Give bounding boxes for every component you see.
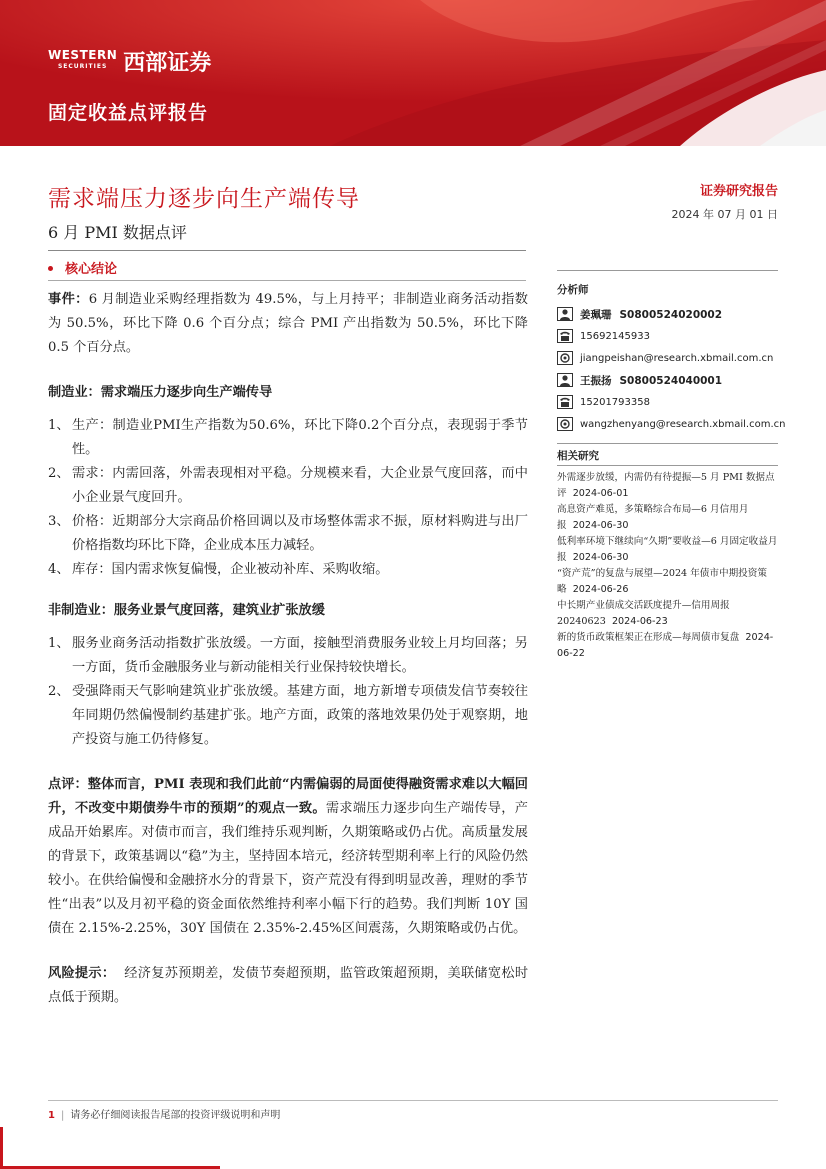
event-label: 事件：: [48, 292, 89, 307]
risk-label: 风险提示：: [48, 966, 116, 981]
item-number: 2、: [48, 684, 70, 699]
manufacturing-heading: 制造业：需求端压力逐步向生产端传导: [48, 385, 273, 400]
related-research-list: [557, 466, 778, 662]
person-icon: [557, 307, 573, 321]
list-item: [48, 462, 528, 510]
logo-en-sub: SECURITIES: [57, 63, 108, 70]
core-conclusion-heading: [48, 258, 117, 277]
analyst-phone-row: [557, 391, 778, 413]
analyst-cert: S0800524020002: [619, 308, 723, 321]
email-icon: [557, 351, 573, 365]
comment-paragraph: [48, 773, 528, 941]
related-title: 外需逐步放缓，内需仍有待提振—5 月 PMI 数据点评: [557, 472, 775, 499]
analyst-email[interactable]: jiangpeishan@research.xbmail.com.cn: [580, 352, 774, 364]
report-date: 2024 年 07 月 01 日: [671, 208, 778, 221]
analyst-cert: S0800524040001: [619, 374, 723, 387]
report-title: 需求端压力逐步向生产端传导: [48, 186, 360, 212]
item-text: 价格：近期部分大宗商品价格回调以及市场整体需求不振，原材料购进与出厂价格指数均环比下降，企业成本压力减轻。: [72, 514, 528, 553]
related-research-item[interactable]: [557, 566, 778, 598]
item-number: 4、: [48, 562, 70, 577]
related-title: 新的货币政策框架正在形成—每周债市复盘: [557, 632, 740, 643]
analyst-name-text: 姜珮珊: [580, 308, 612, 321]
event-paragraph: [48, 288, 528, 360]
report-type: 固定收益点评报告: [48, 102, 209, 124]
list-item: [48, 558, 528, 582]
item-text: 库存：国内需求恢复偏慢，企业被动补库、采购收缩。: [72, 562, 389, 577]
related-date: 2024-06-26: [572, 584, 629, 595]
logo-cn: 西部证券: [123, 50, 212, 76]
logo-en-text: WESTERN: [48, 48, 118, 62]
related-date: 2024-06-30: [572, 552, 629, 563]
related-research-heading: 相关研究: [557, 450, 599, 462]
analyst-heading: 分析师: [557, 284, 589, 296]
bullet-dot-icon: [48, 266, 53, 271]
analyst-name-row: [557, 303, 778, 325]
comment-text: 需求端压力逐步向生产端传导，产成品开始累库。对债市而言，我们维持乐观判断，久期策略或仍占优。高质量发展的背景下，政策基调以“稳”为主，坚持固本培元，经济转型期利率上行的风险仍然较小。在供给偏慢和金融挤水分的背景下，资产荒没有得到明显改善，理财的季节性“出表”以及月初平稳的资金面依然维持利率小幅下行的趋势。我们判断 10Y 国债在 2.15%-2.25%，30Y 国债在 2.35%-2.45%区间震荡，久期策略或仍占优。: [48, 801, 528, 936]
related-research-item[interactable]: [557, 630, 778, 662]
related-title: 高息资产难觅，多策略综合布局—6 月信用月报: [557, 504, 749, 531]
related-date: 2024-06-22: [557, 632, 774, 659]
analyst-name-row: [557, 369, 778, 391]
logo-en: [48, 49, 117, 73]
title-divider: [48, 250, 526, 251]
analyst-phone-row: [557, 325, 778, 347]
related-research-item[interactable]: [557, 502, 778, 534]
item-number: 2、: [48, 466, 70, 481]
person-icon: [557, 373, 573, 387]
email-icon: [557, 417, 573, 431]
related-date: 2024-06-30: [572, 520, 629, 531]
analyst-email-row: [557, 347, 778, 369]
related-title: “资产荒”的复盘与展望—2024 年债市中期投资策略: [557, 568, 767, 595]
report-category-label: 证券研究报告: [699, 184, 778, 199]
related-research-item[interactable]: [557, 470, 778, 502]
core-label: 核心结论: [65, 262, 118, 277]
phone-icon: [557, 329, 573, 343]
related-date: 2024-06-01: [572, 488, 629, 499]
item-number: 3、: [48, 514, 70, 529]
related-date: 2024-06-23: [611, 616, 668, 627]
analyst-email-row: [557, 413, 786, 435]
page-number: 1: [48, 1110, 55, 1121]
item-text: 服务业商务活动指数扩张放缓。一方面，接触型消费服务业较上月均回落；另一方面，货币金融服务业与新动能相关行业保持较快增长。: [72, 636, 528, 675]
comment-bold-text: 点评：整体而言，PMI 表现和我们此前“内需偏弱的局面使得融资需求难以大幅回升，不改变中期债券牛市的预期”的观点一致。: [48, 777, 528, 816]
analyst-name: [580, 307, 722, 322]
related-research-item[interactable]: [557, 534, 778, 566]
analyst-phone: 15201793358: [580, 396, 650, 408]
main-content: [48, 288, 528, 1010]
item-number: 1、: [48, 636, 70, 651]
footer-disclaimer: 请务必仔细阅读报告尾部的投资评级说明和声明: [70, 1110, 281, 1121]
analyst-phone: 15692145933: [580, 330, 650, 342]
list-item: [48, 510, 528, 558]
header-banner: [0, 0, 826, 146]
event-text: 6 月制造业采购经理指数为 49.5%，与上月持平；非制造业商务活动指数为 50.5%，环比下降 0.6 个百分点；综合 PMI 产出指数为 50.5%，环比下降 0.5 个百分点。: [48, 292, 528, 355]
item-number: 1、: [48, 418, 70, 433]
related-title: 低利率环境下继续向“久期”要收益—6 月固定收益月报: [557, 536, 778, 563]
list-item: [48, 680, 528, 752]
brand-logo: [48, 46, 211, 76]
item-text: 生产：制造业PMI生产指数为50.6%，环比下降0.2个百分点，表现弱于季节性。: [72, 418, 528, 457]
footer-divider: [48, 1100, 778, 1101]
page-footer: [48, 1106, 280, 1121]
analyst-email[interactable]: wangzhenyang@research.xbmail.com.cn: [580, 418, 786, 430]
footer-separator: |: [60, 1110, 65, 1121]
related-title: 中长期产业债成交活跃度提升—信用周报 20240623: [557, 600, 730, 627]
sidebar: [557, 270, 786, 662]
analyst-name: [580, 373, 722, 388]
corner-decoration: [0, 1127, 220, 1169]
related-research-item[interactable]: [557, 598, 778, 630]
item-text: 需求：内需回落，外需表现相对平稳。分规模来看，大企业景气度回落，而中小企业景气度回升。: [72, 466, 528, 505]
item-text: 受强降雨天气影响建筑业扩张放缓。基建方面，地方新增专项债发信节奏较往年同期仍然偏慢制约基建扩张。地产方面，政策的落地效果仍处于观察期，地产投资与施工仍待修复。: [72, 684, 528, 747]
list-item: [48, 414, 528, 462]
risk-text: 经济复苏预期差，发债节奏超预期，监管政策超预期，美联储宽松时点低于预期。: [48, 966, 529, 1005]
report-subtitle: 6 月 PMI 数据点评: [48, 223, 187, 242]
list-item: [48, 632, 528, 680]
risk-paragraph: [48, 962, 528, 1010]
core-divider: [48, 280, 526, 281]
non-manufacturing-heading: 非制造业：服务业景气度回落，建筑业扩张放缓: [48, 603, 325, 618]
phone-icon: [557, 395, 573, 409]
analyst-name-text: 王振扬: [580, 374, 612, 387]
